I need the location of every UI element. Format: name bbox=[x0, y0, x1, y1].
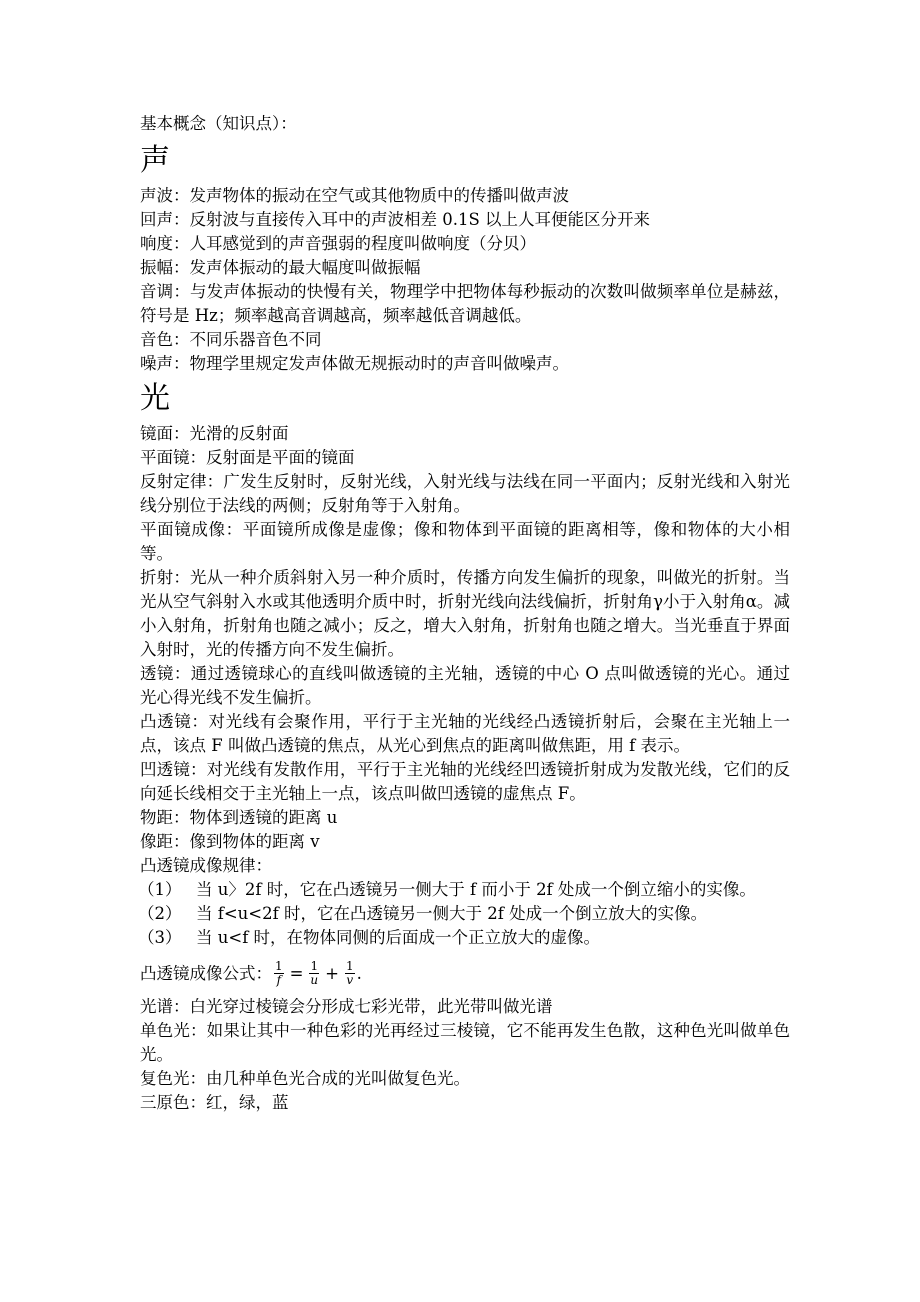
list-item-text: 当 f<u<2f 时，它在凸透镜另一侧大于 2f 处成一个倒立放大的实像。 bbox=[196, 904, 708, 923]
definition-spectrum: 光谱：白光穿过棱镜会分形成七彩光带，此光带叫做光谱 bbox=[140, 997, 553, 1016]
list-item-number: （2） bbox=[138, 904, 182, 923]
equals-sign: = bbox=[289, 963, 304, 983]
definition-image-distance: 像距：像到物体的距离 v bbox=[140, 832, 320, 851]
list-item-number: （1） bbox=[138, 880, 182, 899]
lens-formula-label: 凸透镜成像公式： bbox=[140, 963, 272, 983]
list-item bbox=[140, 926, 790, 950]
list-item bbox=[140, 878, 790, 902]
definition-echo: 回声：反射波与直接传入耳中的声波相差 0.1S 以上人耳便能区分开来 bbox=[140, 210, 651, 229]
formula-period: . bbox=[356, 963, 362, 983]
intro-label: 基本概念（知识点）： bbox=[140, 114, 297, 133]
convex-lens-rules-list bbox=[140, 878, 790, 950]
definition-law-of-reflection: 反射定律：广发生反射时，反射光线，入射光线与法线在同一平面内；反射光线和入射光线分别位于法线的两侧；反射角等于入射角。 bbox=[140, 472, 790, 515]
fraction-one-over-v: $\frac{1}{v}$ bbox=[345, 959, 354, 987]
definition-loudness: 响度：人耳感觉到的声音强弱的程度叫做响度（分贝） bbox=[140, 234, 536, 253]
definition-concave-lens: 凹透镜：对光线有发散作用，平行于主光轴的光线经凹透镜折射成为发散光线，它们的反向延长线相交于主光轴上一点，该点叫做凹透镜的虚焦点 F。 bbox=[140, 760, 790, 803]
definition-monochromatic-light: 单色光：如果让其中一种色彩的光再经过三棱镜，它不能再发生色散，这种色光叫做单色光。 bbox=[140, 1021, 790, 1064]
definition-convex-lens: 凸透镜：对光线有会聚作用，平行于主光轴的光线经凸透镜折射后，会聚在主光轴上一点，该点 F 叫做凸透镜的焦点，从光心到焦点的距离叫做焦距，用 f 表示。 bbox=[140, 712, 790, 755]
definition-primary-colors: 三原色：红，绿，蓝 bbox=[140, 1093, 289, 1112]
fraction-one-over-f: $\frac{1}{f}$ bbox=[275, 959, 283, 987]
definition-timbre: 音色：不同乐器音色不同 bbox=[140, 330, 322, 349]
plus-sign: + bbox=[325, 963, 339, 983]
definition-amplitude: 振幅：发声体振动的最大幅度叫做振幅 bbox=[140, 258, 421, 277]
definition-pitch: 音调：与发声体振动的快慢有关，物理学中把物体每秒振动的次数叫做频率单位是赫兹，符号是 Hz；频率越高音调越高，频率越低音调越低。 bbox=[140, 282, 790, 325]
definition-polychromatic-light: 复色光：由几种单色光合成的光叫做复色光。 bbox=[140, 1069, 470, 1088]
list-item-number: （3） bbox=[138, 928, 182, 947]
definition-lens: 透镜：通过透镜球心的直线叫做透镜的主光轴，透镜的中心 O 点叫做透镜的光心。通过光心得光线不发生偏折。 bbox=[140, 664, 790, 707]
document-page bbox=[140, 112, 790, 1115]
definition-plane-mirror-imaging: 平面镜成像：平面镜所成像是虚像；像和物体到平面镜的距离相等，像和物体的大小相等。 bbox=[140, 520, 790, 563]
list-item-text: 当 u〉2f 时，它在凸透镜另一侧大于 f 而小于 2f 处成一个倒立缩小的实像。 bbox=[196, 880, 756, 899]
lens-formula bbox=[140, 960, 790, 987]
definition-sound-wave: 声波：发声物体的振动在空气或其他物质中的传播叫做声波 bbox=[140, 186, 569, 205]
convex-lens-rules-title: 凸透镜成像规律： bbox=[140, 856, 272, 875]
spectrum-definitions bbox=[140, 995, 790, 1115]
definition-mirror-surface: 镜面：光滑的反射面 bbox=[140, 424, 289, 443]
definition-noise: 噪声：物理学里规定发声体做无规振动时的声音叫做噪声。 bbox=[140, 354, 569, 373]
section-heading-light: 光 bbox=[140, 381, 170, 416]
definition-refraction: 折射：光从一种介质斜射入另一种介质时，传播方向发生偏折的现象，叫做光的折射。当光从空气斜射入水或其他透明介质中时，折射光线向法线偏折，折射角γ小于入射角α。减小入射角，折射角也随之减小；反之，增大入射角，折射角也随之增大。当光垂直于界面入射时，光的传播方向不发生偏折。 bbox=[140, 568, 790, 659]
fraction-one-over-u: $\frac{1}{u}$ bbox=[310, 959, 319, 987]
light-definitions bbox=[140, 422, 790, 878]
section-heading-sound: 声 bbox=[140, 143, 170, 178]
list-item-text: 当 u<f 时，在物体同侧的后面成一个正立放大的虚像。 bbox=[196, 928, 601, 947]
list-item bbox=[140, 902, 790, 926]
definition-object-distance: 物距：物体到透镜的距离 u bbox=[140, 808, 338, 827]
definition-plane-mirror: 平面镜：反射面是平面的镜面 bbox=[140, 448, 355, 467]
sound-definitions bbox=[140, 184, 790, 376]
